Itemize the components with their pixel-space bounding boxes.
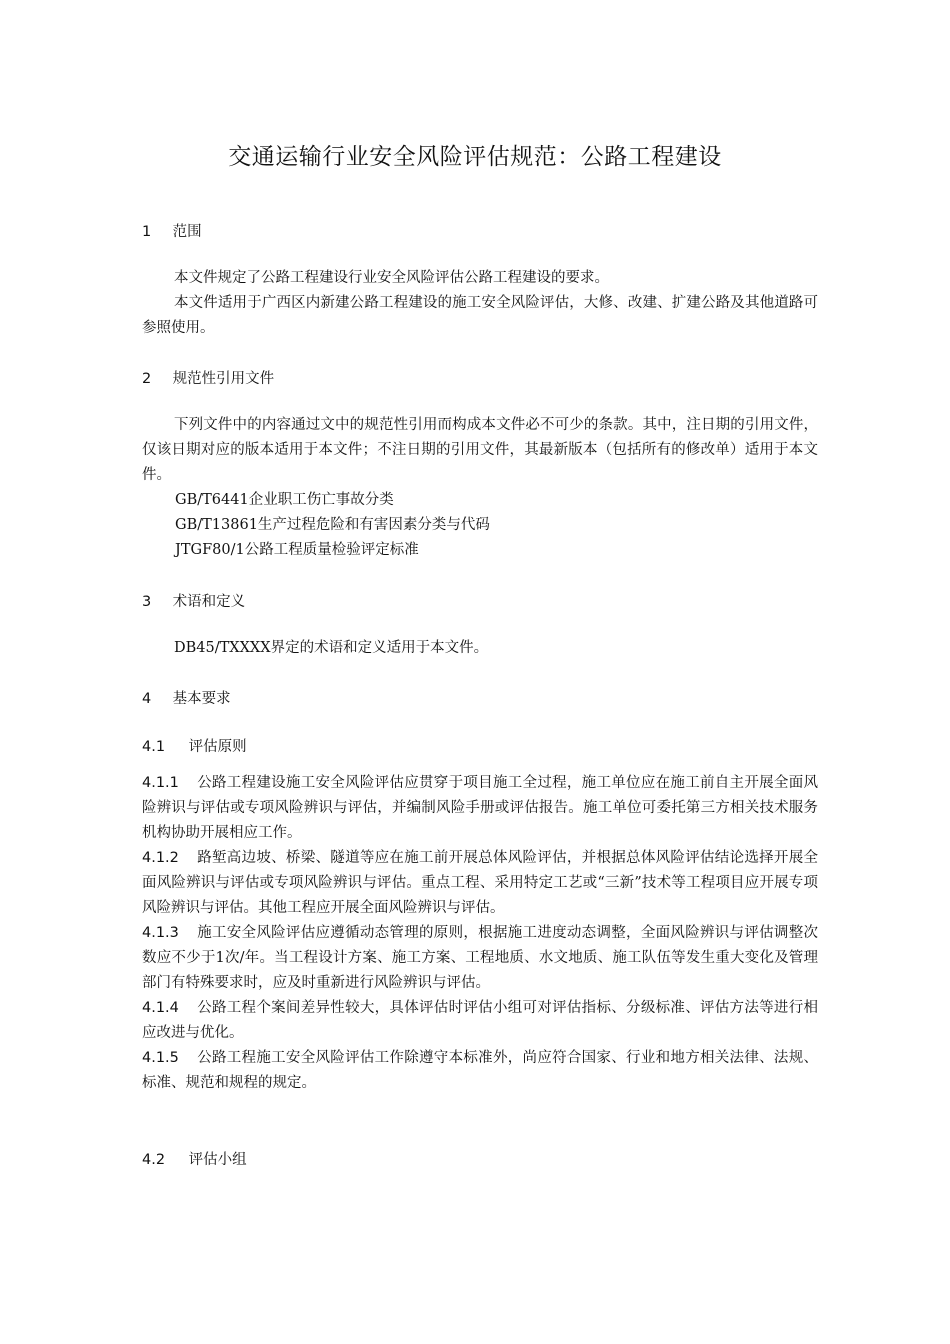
subsection-title: 评估小组 [188,1152,247,1168]
clause-4-1-1 [142,771,818,846]
subsection-number: 4.1 [142,739,166,755]
section-3-heading [142,592,245,612]
section-1-heading [142,222,202,242]
clause-number: 4.1.4 [142,1000,179,1016]
clause-number: 4.1.5 [142,1050,179,1066]
section-4-heading [142,689,231,709]
clause-text: 路堑高边坡、桥梁、隧道等应在施工前开展总体风险评估，并根据总体风险评估结论选择开展全面风险辨识与评估或专项风险辨识与评估。重点工程、采用特定工艺或“三新”技术等工程项目应开展专项风险辨识与评估。其他工程应开展全面风险辨识与评估。 [142,850,818,916]
clause-4-1-5 [142,1046,818,1096]
section-2-paragraph-1: 下列文件中的内容通过文中的规范性引用而构成本文件必不可少的条款。其中，注日期的引用文件，仅该日期对应的版本适用于本文件；不注日期的引用文件，其最新版本（包括所有的修改单）适用于本文件。 [142,417,818,483]
clause-text: 公路工程建设施工安全风险评估应贯穿于项目施工全过程，施工单位应在施工前自主开展全面风险辨识与评估或专项风险辨识与评估，并编制风险手册或评估报告。施工单位可委托第三方相关技术服务机构协助开展相应工作。 [142,775,818,841]
normative-reference: JTGF80/1公路工程质量检验评定标准 [175,542,419,558]
clause-4-1-4 [142,996,818,1046]
subsection-number: 4.2 [142,1152,166,1168]
section-title: 范围 [172,224,202,240]
section-3-paragraph-1: DB45/TXXXX界定的术语和定义适用于本文件。 [174,640,489,656]
section-number: 3 [142,594,152,610]
clause-4-1-2 [142,846,818,921]
clause-number: 4.1.3 [142,925,179,941]
section-title: 规范性引用文件 [172,371,275,387]
clause-text: 施工安全风险评估应遵循动态管理的原则，根据施工进度动态调整，全面风险辨识与评估调整次数应不少于1次/年。当工程设计方案、施工方案、工程地质、水文地质、施工队伍等发生重大变化及管理部门有特殊要求时，应及时重新进行风险辨识与评估。 [142,925,818,991]
normative-reference: GB/T13861生产过程危险和有害因素分类与代码 [175,517,490,533]
subsection-4-2-heading [142,1150,247,1170]
section-number: 4 [142,691,152,707]
section-number: 2 [142,371,152,387]
clause-text: 公路工程个案间差异性较大，具体评估时评估小组可对评估指标、分级标准、评估方法等进行相应改进与优化。 [142,1000,818,1041]
subsection-title: 评估原则 [188,739,247,755]
section-title: 基本要求 [172,691,231,707]
subsection-4-1-heading [142,737,247,757]
clause-text: 公路工程施工安全风险评估工作除遵守本标准外，尚应符合国家、行业和地方相关法律、法规、标准、规范和规程的规定。 [142,1050,818,1091]
document-title: 交通运输行业安全风险评估规范：公路工程建设 [228,144,722,170]
section-number: 1 [142,224,152,240]
clause-4-1-3 [142,921,818,996]
section-1-paragraph-2: 本文件适用于广西区内新建公路工程建设的施工安全风险评估，大修、改建、扩建公路及其他道路可参照使用。 [142,295,818,336]
normative-reference: GB/T6441企业职工伤亡事故分类 [175,492,394,508]
clause-number: 4.1.1 [142,775,179,791]
section-2-heading [142,369,274,389]
section-1-paragraph-1: 本文件规定了公路工程建设行业安全风险评估公路工程建设的要求。 [174,270,609,286]
section-title: 术语和定义 [172,594,246,610]
clause-number: 4.1.2 [142,850,179,866]
